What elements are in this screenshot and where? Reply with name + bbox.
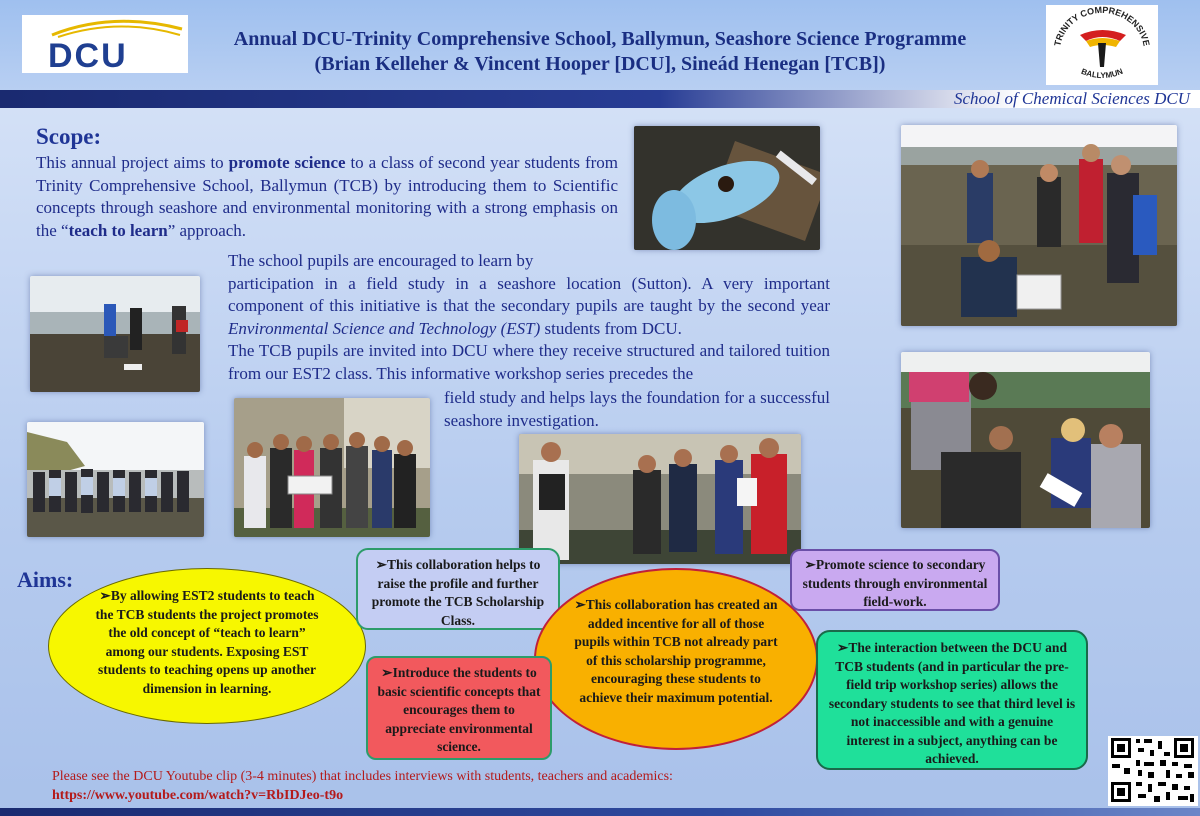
scope-paragraph-3-tail: field study and helps lays the foundation for a successful seashore investigation. xyxy=(444,388,830,430)
bottom-bar xyxy=(0,808,1200,816)
qr-code[interactable] xyxy=(1108,736,1198,806)
aims-heading: Aims: xyxy=(17,567,74,592)
aim-bubble-basic-concepts: ➢Introduce the students to basic scientific concepts that encourages them to appreciate environmental science. xyxy=(366,656,552,760)
photo-crab-in-glove xyxy=(634,126,820,250)
photo-shore-group xyxy=(30,276,200,392)
poster-authors: (Brian Kelleher & Vincent Hooper [DCU], Sineád Henegan [TCB]) xyxy=(314,53,886,75)
photo-students-rock-survey xyxy=(901,125,1177,326)
scope-paragraph-3: The TCB pupils are invited into DCU where they receive structured and tailored tuition from our EST2 class. This informative workshop series precedes the xyxy=(228,341,830,383)
scope-paragraph-1: This annual project aims to promote science to a class of second year students from Trinity Comprehensive School, Ballymun (TCB) by introducing them to Scientific concepts through seashore and environmental monitoring with a strong emphasis on the “teach to learn” approach. xyxy=(36,153,618,240)
photo-students-crouching xyxy=(901,352,1150,528)
dcu-logo xyxy=(22,15,188,73)
poster-title: Annual DCU-Trinity Comprehensive School, Ballymun, Seashore Science Programme xyxy=(233,28,967,50)
svg-text:BALLYMUN xyxy=(1080,67,1124,80)
aim-bubble-incentive: ➢This collaboration has created an added incentive for all of those pupils within TCB not already part of this scholarship programme, encouraging these students to achieve their maximum potential. xyxy=(534,568,818,750)
aim-bubble-teach-to-learn: ➢By allowing EST2 students to teach the TCB students the project promotes the old concept of “teach to learn” among our students. Exposing EST students to teaching opens up another dimension in learning. xyxy=(48,568,366,724)
scope-heading: Scope: xyxy=(36,124,102,149)
school-label: School of Chemical Sciences DCU xyxy=(953,89,1190,108)
aim-bubble-promote-science: ➢Promote science to secondary students through environmental field-work. xyxy=(790,549,1000,611)
photo-students-with-sign xyxy=(234,398,430,537)
tcb-logo xyxy=(1046,5,1158,85)
photo-class-group xyxy=(27,422,204,537)
youtube-clip-text: Please see the DCU Youtube clip (3-4 minutes) that includes interviews with students, teachers and academics: xyxy=(52,769,673,784)
youtube-link[interactable]: https://www.youtube.com/watch?v=RbIDJeo-t9o xyxy=(52,788,344,803)
photo-students-clipboards xyxy=(519,434,801,564)
scope-paragraph-2: The school pupils are encouraged to learn by participation in a field study in a seashore location (Sutton). A very important component of this initiative is that the secondary pupils are taught by the second year Environmental Science and Technology (EST) students from DCU. The TCB pupils are invited into DCU where they receive structured and tailored tuition from our EST2 class. This informative workshop series precedes the xyxy=(228,250,830,385)
dcu-logo-text: DCU xyxy=(48,37,128,75)
tcb-logo-top-text: TRINITY COMPREHENSIVE xyxy=(1052,5,1152,47)
aim-bubble-third-level: ➢The interaction between the DCU and TCB students (and in particular the pre-field trip workshop series) allows the secondary students to see that third level is not inaccessible and with a genuine interest in a subject, anything can be achieved. xyxy=(816,630,1088,770)
tcb-logo-bottom-text: BALLYMUN xyxy=(1079,66,1125,81)
aim-bubble-profile: ➢This collaboration helps to raise the profile and further promote the TCB Scholarship Class. xyxy=(356,548,560,630)
